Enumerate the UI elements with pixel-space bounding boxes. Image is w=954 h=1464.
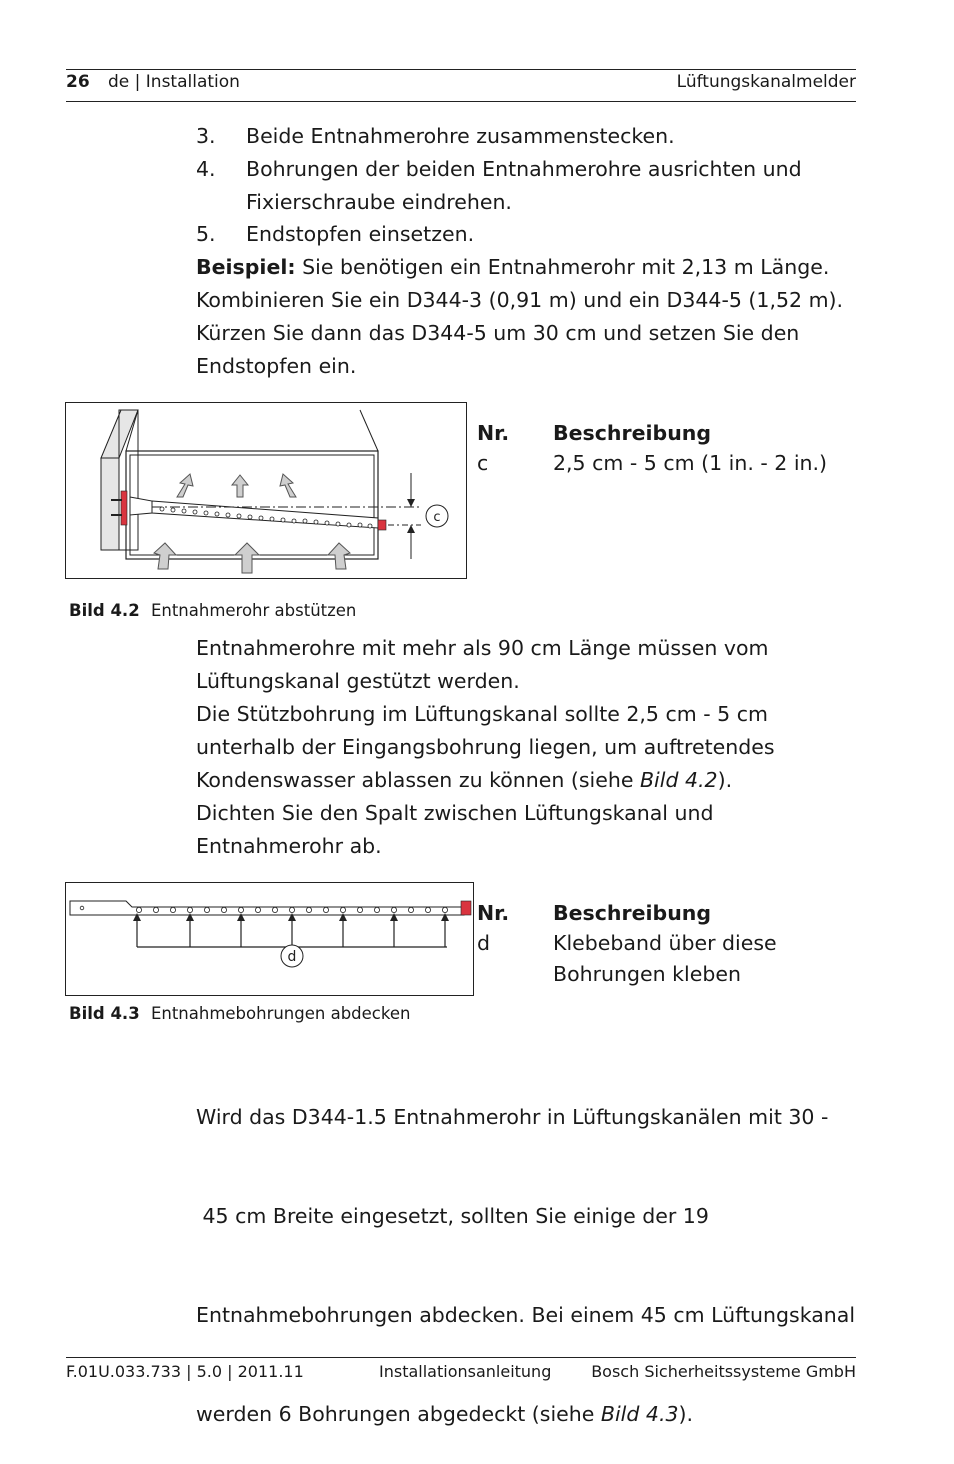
example-paragraph <box>196 251 861 383</box>
figure-pipe-support-drawing <box>66 403 466 578</box>
footer-rule <box>66 1357 856 1358</box>
legend-row <box>477 928 777 959</box>
cover-text-3: Entnahmebohrungen abdecken. Bei einem 45 cm Lüftungskanal <box>196 1303 856 1327</box>
cover-text-4 <box>196 1398 876 1431</box>
callout-d-label: d <box>287 949 297 965</box>
legend-row-cont <box>477 959 741 990</box>
header-section: de | Installation <box>108 72 240 92</box>
cover-text-2: 45 cm Breite eingesetzt, sollten Sie einige der 19 <box>196 1204 709 1228</box>
step-text: Endstopfen einsetzen. <box>246 222 475 246</box>
legend-header-nr: Nr. <box>477 901 510 925</box>
legend-header-row <box>477 418 712 448</box>
header-rule-bottom <box>66 101 856 102</box>
figure-holes-cover <box>65 882 474 996</box>
caption-text: Entnahmebohrungen abdecken <box>150 1004 411 1023</box>
figure-pipe-support <box>65 402 467 579</box>
figure-caption-4-2 <box>69 601 356 620</box>
step-text: Bohrungen der beiden Entnahmerohre ausrichten und Fixierschraube eindrehen. <box>246 157 802 214</box>
legend-row <box>477 448 828 478</box>
cover-text-1: Wird das D344-1.5 Entnahmerohr in Lüftungskanälen mit 30 - <box>196 1105 829 1129</box>
figure-reference-4-3[interactable]: Bild 4.3 <box>600 1402 679 1426</box>
footer-doc-id: F.01U.033.733 | 5.0 | 2011.11 <box>66 1362 304 1381</box>
support-text-2-main: Die Stützbohrung im Lüftungskanal sollte 2,5 cm - 5 cm unterhalb der Eingangsbohrung liegen, um auftretendes Kondenswasser ablassen zu können (siehe <box>196 702 775 792</box>
step-text: Beide Entnahmerohre zusammenstecken. <box>246 124 675 148</box>
step-number: 3. <box>196 124 216 148</box>
legend-table-fig2 <box>477 898 777 990</box>
figure-holes-cover-drawing <box>66 883 473 995</box>
cover-text-4-end: ). <box>678 1402 694 1426</box>
cover-text-4-main: werden 6 Bohrungen abgedeckt (siehe <box>196 1402 601 1426</box>
legend-header-desc: Beschreibung <box>553 901 712 925</box>
figure-reference-4-2[interactable]: Bild 4.2 <box>639 768 718 792</box>
caption-label: Bild 4.2 <box>69 601 140 620</box>
callout-c-label: c <box>433 510 441 525</box>
legend-header-desc: Beschreibung <box>553 421 712 445</box>
legend-header-nr: Nr. <box>477 421 510 445</box>
step-number: 4. <box>196 157 216 181</box>
legend-table-fig1 <box>477 418 828 478</box>
legend-nr: d <box>477 931 491 955</box>
header-rule-top <box>66 69 856 70</box>
support-text-2-end: ). <box>717 768 733 792</box>
figure-caption-4-3 <box>69 1004 410 1023</box>
cover-holes-paragraph <box>196 1035 876 1464</box>
support-paragraph <box>196 632 836 863</box>
footer-company: Bosch Sicherheitssysteme GmbH <box>591 1362 856 1381</box>
example-label: Beispiel: <box>196 255 296 279</box>
support-text-1: Entnahmerohre mit mehr als 90 cm Länge müssen vom Lüftungskanal gestützt werden. <box>196 636 769 693</box>
legend-nr: c <box>477 451 489 475</box>
header-title: Lüftungskanalmelder <box>676 72 856 92</box>
page-number: 26 <box>66 72 90 92</box>
caption-label: Bild 4.3 <box>69 1004 140 1023</box>
legend-header-row <box>477 898 712 928</box>
support-text-3: Dichten Sie den Spalt zwischen Lüftungskanal und Entnahmerohr ab. <box>196 801 714 858</box>
legend-desc-2: Bohrungen kleben <box>553 962 741 986</box>
support-text-2 <box>196 698 836 797</box>
caption-text: Entnahmerohr abstützen <box>150 601 357 620</box>
legend-desc: 2,5 cm - 5 cm (1 in. - 2 in.) <box>553 451 828 475</box>
example-text: Sie benötigen ein Entnahmerohr mit 2,13 m Länge. Kombinieren Sie ein D344-3 (0,91 m) und ein D344-5 (1,52 m). Kürzen Sie dann das D344-5 um 30 cm und setzen Sie den Endstopfen ein. <box>196 255 844 378</box>
step-number: 5. <box>196 222 216 246</box>
legend-desc-1: Klebeband über diese <box>553 931 777 955</box>
footer-doc-type: Installationsanleitung <box>379 1362 552 1381</box>
